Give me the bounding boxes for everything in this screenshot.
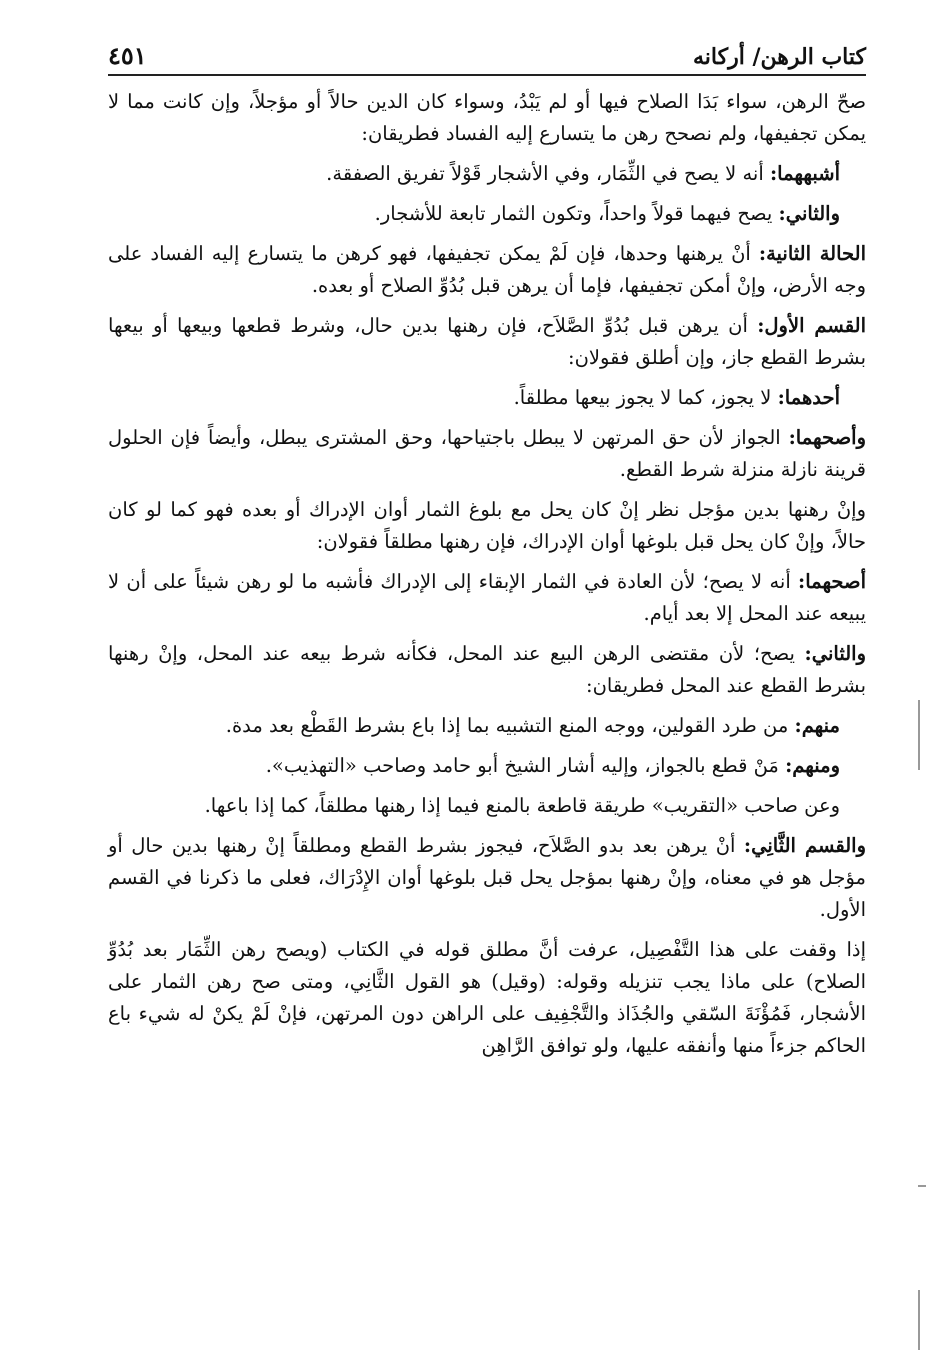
paragraph-label: منهم: (794, 714, 840, 737)
paragraph-text: صحّ الرهن، سواء بَدَا الصلاح فيها أو لم يَبْدُ، وسواء كان الدين حالاً أو مؤجلاً، وإن كانت مما لا يمكن تجفيفها، ولم نصحح رهن ما يتسارع إليه الفساد فطريقان: (108, 90, 866, 145)
paragraph-text: أنْ يرهن بعد بدو الصَّلاَح، فيجوز بشرط القطع ومطلقاً إنْ رهنها بدين حال أو مؤجل هو في معناه، وإنْ رهنها بمؤجل يحل قبل بلوغها أوان الإِدْرَاك، فعلى ما ذكرنا في القسم الأول. (108, 834, 866, 921)
margin-scan-mark (918, 1185, 926, 1187)
paragraph (108, 566, 866, 630)
paragraph-label: أشبههما: (769, 162, 840, 185)
margin-scan-mark (918, 1290, 920, 1350)
paragraph-text: أنه لا يصح في الثِّمَار، وفي الأشجار قَوْلاً تفريق الصفقة. (326, 162, 770, 185)
paragraph-text: إذا وقفت على هذا التَّفْصِيل، عرفت أنَّ مطلق قوله في الكتاب (ويصح رهن الثِّمَار بعد بُدُوِّ الصلاح) على ماذا يجب تنزيله وقوله: (وقيل) هو القول الثَّانِي، ومتى صح رهن الثمار على الأشجار، فَمُؤْنَةَ السّقي والجُذَاذ والتَّجْفِيف على الراهن دون المرتهن، فإنْ لَمْ يكنْ له شيء باع الحاكم جزءاً منها وأنفقه عليها، ولو توافق الرَّاهِن (108, 938, 866, 1057)
paragraph-label: أحدهما: (777, 386, 840, 409)
paragraph (108, 86, 866, 150)
margin-scan-mark (918, 700, 920, 770)
page-header (108, 30, 866, 76)
paragraph-text: لا يجوز، كما لا يجوز بيعها مطلقاً. (513, 386, 778, 409)
paragraph-text: يصح فيهما قولاً واحداً، وتكون الثمار تابعة للأشجار. (374, 202, 779, 225)
paragraph-text: أنْ يرهنها وحدها، فإن لَمْ يمكن تجفيفها، فهو كرهن ما يتسارع إليه الفساد على وجه الأرض، وإنْ أمكن تجفيفها، فإما أن يرهن قبل بُدُوِّ الصلاح أو بعده. (108, 242, 866, 297)
paragraph-text: أن يرهن قبل بُدُوِّ الصَّلاَح، فإن رهنها بدين حال، وشرط قطعها وبيعها أو بيعها بشرط القطع جاز، وإن أطلق فقولان: (108, 314, 866, 369)
paragraph-text: وعن صاحب «التقريب» طريقة قاطعة بالمنع فيما إذا رهنها مطلقاً، كما إذا باعها. (204, 794, 840, 817)
paragraph (108, 238, 866, 302)
paragraph (108, 310, 866, 374)
paragraph (108, 494, 866, 558)
paragraph-label: ومنهم: (785, 754, 840, 777)
paragraph-text: يصح؛ لأن مقتضى الرهن البيع عند المحل، فكأنه شرط بيعه عند المحل، وإنْ رهنها بشرط القطع عند المحل فطريقان: (108, 642, 866, 697)
running-title: كتاب الرهن/ أركانه (692, 44, 866, 70)
paragraph-label: والقسم الثَّانِي: (743, 834, 866, 857)
paragraph-label: القسم الأول: (757, 314, 866, 337)
paragraph (108, 790, 866, 822)
paragraph-label: والثاني: (804, 642, 866, 665)
page-number: ٤٥١ (108, 41, 147, 70)
paragraph (108, 422, 866, 486)
paragraph-text: من طرد القولين، ووجه المنع التشبيه بما إذا باع بشرط القَطْع بعد مدة. (225, 714, 795, 737)
paragraph-label: الحالة الثانية: (758, 242, 866, 265)
paragraph-text: أنه لا يصح؛ لأن العادة في الثمار الإبقاء إلى الإدراك فأشبه ما لو رهن شيئاً على أن لا يبيعه عند المحل إلا بعد أيام. (108, 570, 866, 625)
paragraph-text: مَنْ قطع بالجواز، وإليه أشار الشيخ أبو حامد وصاحب «التهذيب». (265, 754, 786, 777)
paragraph (108, 710, 866, 742)
paragraph (108, 750, 866, 782)
page-body (108, 86, 866, 1070)
paragraph (108, 198, 866, 230)
paragraph-text: الجواز لأن حق المرتهن لا يبطل باجتياحها، وحق المشترى يبطل، وأيضاً فإن الحلول قرينة نازلة منزلة شرط القطع. (108, 426, 866, 481)
paragraph-text: وإنْ رهنها بدين مؤجل نظر إنْ كان يحل مع بلوغ الثمار أوان الإدراك أو بعده فهو كما لو كان حالاً، وإنْ كان يحل قبل بلوغها أوان الإدراك، فإن رهنها مطلقاً فقولان: (108, 498, 866, 553)
paragraph (108, 638, 866, 702)
paragraph-label: والثاني: (778, 202, 840, 225)
paragraph (108, 830, 866, 926)
paragraph-label: أصحهما: (798, 570, 866, 593)
paragraph (108, 382, 866, 414)
paragraph (108, 934, 866, 1062)
paragraph-label: وأصحهما: (788, 426, 866, 449)
paragraph (108, 158, 866, 190)
